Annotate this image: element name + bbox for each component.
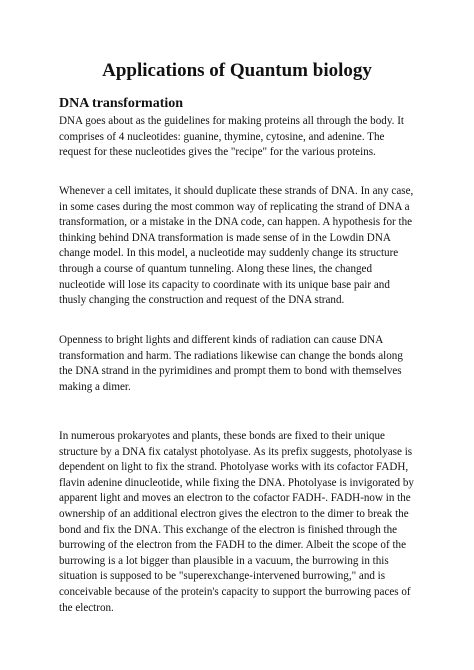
paragraph-photolyase: In numerous prokaryotes and plants, these bonds are fixed to their unique structure by a DNA fix catalyst photolyase. As its prefix suggests, photolyase is dependent on light to fix the strand. Photolyase works with its cofactor FADH, flavin adenine dinucleotide, while fixing the DNA. Photolyase is invigorated by apparent light and moves an electron to the cofactor FADH-. FADH-now in the ownership of an additional electron gives the electron to the dimer to break the bond and fix the DNA. This exchange of the electron is finished through the burrowing of the electron from the FADH to the dimer. Albeit the scope of the burrowing is a lot bigger than plausible in a vacuum, the burrowing in this situation is supposed to be "superexchange-intervened burrowing," and is conceivable because of the protein's capacity to support the burrowing paces of the electron. (59, 430, 414, 614)
paragraph-nucleotides: DNA goes about as the guidelines for making proteins all through the body. It comprises of 4 nucleotides: guanine, thymine, cytosine, and adenine. The request for these nucleotides gives the "recipe" for the various proteins. (59, 115, 404, 159)
paragraph-radiation: Openness to bright lights and different kinds of radiation can cause DNA transformation and harm. The radiations likewise can change the bonds along the DNA strand in the pyrimidines and prompt them to bond with themselves making a dimer. (59, 334, 403, 393)
paragraph-replication: Whenever a cell imitates, it should duplicate these strands of DNA. In any case, in some cases during the most common way of replicating the strand of DNA a transformation, or a mistake in the DNA code, can happen. A hypothesis for the thinking behind DNA transformation is made sense of in the Lowdin DNA change model. In this model, a nucleotide may suddenly change its structure through a course of quantum tunneling. Along these lines, the changed nucleotide will lose its capacity to coordinate with its unique base pair and thusly changing the construction and request of the DNA strand. (59, 185, 414, 307)
section-heading: DNA transformation (59, 96, 184, 111)
document-title: Applications of Quantum biology (102, 60, 372, 81)
